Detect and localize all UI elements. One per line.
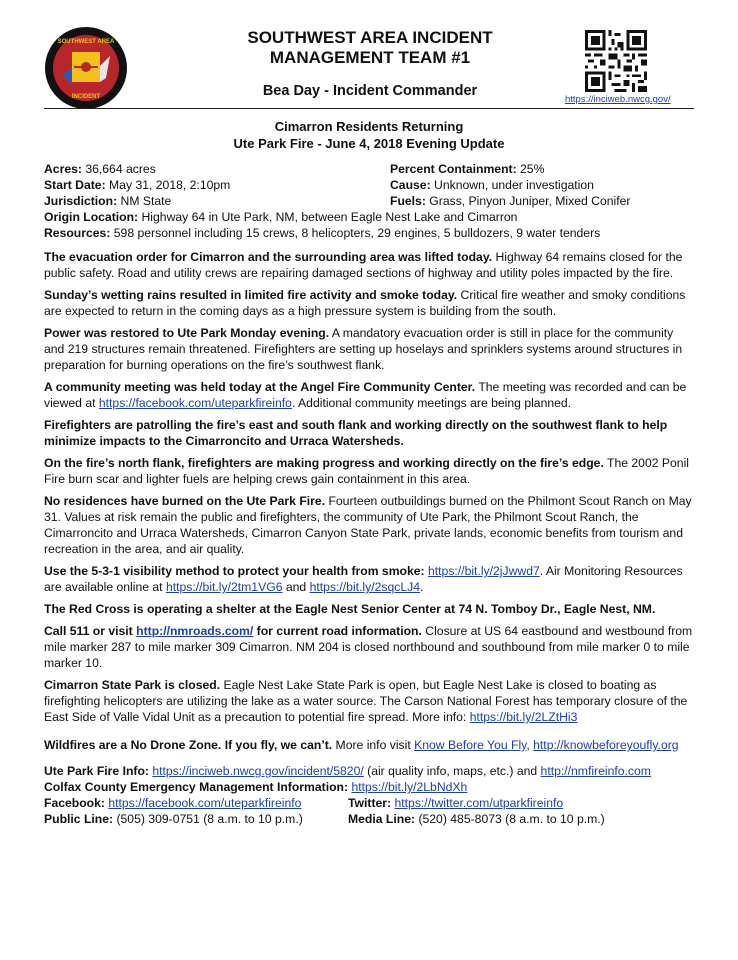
paragraph-power: Power was restored to Ute Park Monday evening. A mandatory evacuation order is still in place for the community and 219 structures remain threatened. Firefighters are setting up hoselays and sprinklers systems around structures in preparation for burning operations on the fire’s southwest flank. (44, 326, 683, 372)
document-title-line2: Ute Park Fire - June 4, 2018 Evening Update (233, 136, 505, 151)
origin-fact: Origin Location: Highway 64 in Ute Park, NM, between Eagle Nest Lake and Cimarron (44, 210, 518, 224)
paragraph-red-cross: The Red Cross is operating a shelter at the Eagle Nest Senior Center at 74 N. Tomboy Dr., Eagle Nest, NM. (44, 602, 656, 616)
jurisdiction-fact: Jurisdiction: NM State (44, 194, 172, 208)
paragraph-north-flank: On the fire’s north flank, firefighters are making progress and working directly on the fire’s edge. The 2002 Ponil Fire burn scar and lighter fuels are helping crews gain containment in this area. (44, 456, 689, 486)
ute-park-info: Ute Park Fire Info: https://inciweb.nwcg.gov/incident/5820/ (air quality info, maps, etc.) and http://nmfireinfo.com (44, 764, 651, 778)
nmfireinfo-link[interactable]: http://nmfireinfo.com (540, 764, 651, 778)
twitter-info: Twitter: https://twitter.com/utparkfireinfo (348, 796, 564, 810)
document-title-line1: Cimarron Residents Returning (274, 119, 464, 134)
know-before-you-fly-link[interactable]: Know Before You Fly (414, 738, 527, 752)
cause-fact: Cause: Unknown, under investigation (390, 178, 594, 192)
logo-text-bottom: INCIDENT (71, 94, 101, 100)
header-divider (44, 108, 694, 109)
paragraph-evacuation: The evacuation order for Cimarron and the surrounding area was lifted today. Highway 64 remains closed for the public safety. Road and utility crews are repairing damaged sections of highway and utility poles impacted by the fire. (44, 250, 683, 280)
inciweb-incident-link[interactable]: https://inciweb.nwcg.gov/incident/5820/ (152, 764, 364, 778)
document-body (44, 161, 694, 827)
facebook-info: Facebook: https://facebook.com/uteparkfireinfo (44, 796, 302, 810)
containment-fact: Percent Containment: 25% (390, 162, 545, 176)
twitter-link[interactable]: https://twitter.com/utparkfireinfo (394, 796, 564, 810)
logo-text-top: SOUTHWEST AREA (57, 39, 115, 45)
nmroads-link[interactable]: http://nmroads.com/ (136, 624, 254, 638)
paragraph-wetting-rains: Sunday’s wetting rains resulted in limited fire activity and smoke today. Critical fire weather and smoky conditions are expected to return in the coming days as a high pressure system is building from the south. (44, 288, 686, 318)
team-logo (44, 26, 128, 110)
media-line-info: Media Line: (520) 485-8073 (8 a.m. to 10 p.m.) (348, 812, 605, 826)
air-monitoring-link-1[interactable]: https://bit.ly/2tm1VG6 (165, 580, 283, 594)
team-title-line1: SOUTHWEST AREA INCIDENT (247, 28, 493, 47)
facebook-link[interactable]: https://facebook.com/uteparkfireinfo (108, 796, 302, 810)
paragraph-community-meeting: A community meeting was held today at the Angel Fire Community Center. The meeting was recorded and can be viewed at https://facebook.com/uteparkfireinfo. Additional community meetings are being planned. (44, 380, 687, 410)
qr-url-link[interactable]: https://inciweb.nwcg.gov/ (565, 94, 671, 105)
resources-fact: Resources: 598 personnel including 15 crews, 8 helicopters, 29 engines, 5 bulldozers, 9 water tenders (44, 226, 601, 240)
incident-commander: Bea Day - Incident Commander (262, 83, 478, 99)
paragraph-smoke: Use the 5-3-1 visibility method to protect your health from smoke: https://bit.ly/2jJwwd7. Air Monitoring Resources are available online at https://bit.ly/2tm1VG6 and https://bit.ly/2sqcLJ4. (44, 564, 683, 594)
smoke-link[interactable]: https://bit.ly/2jJwwd7 (427, 564, 540, 578)
paragraph-patrolling: Firefighters are patrolling the fire’s east and south flank and working directly on the southwest flank to help minimize impacts to the Cimarroncito and Urraca Watersheds. (44, 418, 668, 448)
paragraph-drone: Wildfires are a No Drone Zone. If you fly, we can’t. More info visit Know Before You Fly, http://knowbeforeyoufly.org (44, 738, 679, 752)
colfax-link[interactable]: https://bit.ly/2LbNdXh (351, 780, 468, 794)
paragraph-state-park: Cimarron State Park is closed. Eagle Nest Lake State Park is open, but Eagle Nest Lake is closed to boating as firefighting helicopters are utilizing the lake as a water source. The Carson National Forest has temporary closure of the East Side of Valle Vidal Unit as a precaution to potential fire spread. More info: https://bit.ly/2LZtHi3 (44, 678, 688, 724)
paragraph-residences: No residences have burned on the Ute Park Fire. Fourteen outbuildings burned on the Philmont Scout Ranch on May 31. Values at risk remain the public and firefighters, the community of Ute Park, the Philmont Scout Ranch, the Cimarroncito and Urraca Watersheds, Cimarron Canyon State Park, private lands, economic benefits from tourism and recreation in the area, and air quality. (44, 494, 692, 556)
paragraph-roads: Call 511 or visit http://nmroads.com/ for current road information. Closure at US 64 eastbound and westbound from mile marker 287 to mile marker 309 Cimarron. NM 204 is closed northbound and southbound from mile marker 0 to mile marker 10. (44, 624, 693, 670)
contact-info (44, 763, 694, 827)
colfax-info: Colfax County Emergency Management Information: https://bit.ly/2LbNdXh (44, 780, 468, 794)
public-line-info: Public Line: (505) 309-0751 (8 a.m. to 10 p.m.) (44, 812, 303, 826)
start-date-fact: Start Date: May 31, 2018, 2:10pm (44, 178, 231, 192)
closure-info-link[interactable]: https://bit.ly/2LZtHi3 (469, 710, 578, 724)
acres-fact: Acres: 36,664 acres (44, 162, 156, 176)
facebook-meeting-link[interactable]: https://facebook.com/uteparkfireinfo (98, 396, 292, 410)
team-title-line2: MANAGEMENT TEAM #1 (269, 48, 471, 67)
document-title (44, 118, 694, 152)
fuels-fact: Fuels: Grass, Pinyon Juniper, Mixed Conifer (390, 194, 631, 208)
air-monitoring-link-2[interactable]: https://bit.ly/2sqcLJ4 (309, 580, 421, 594)
qr-code[interactable] (585, 30, 647, 92)
team-title (200, 28, 540, 68)
fire-facts (44, 161, 694, 241)
knowbeforeyoufly-url-link[interactable]: http://knowbeforeyoufly.org (533, 738, 679, 752)
